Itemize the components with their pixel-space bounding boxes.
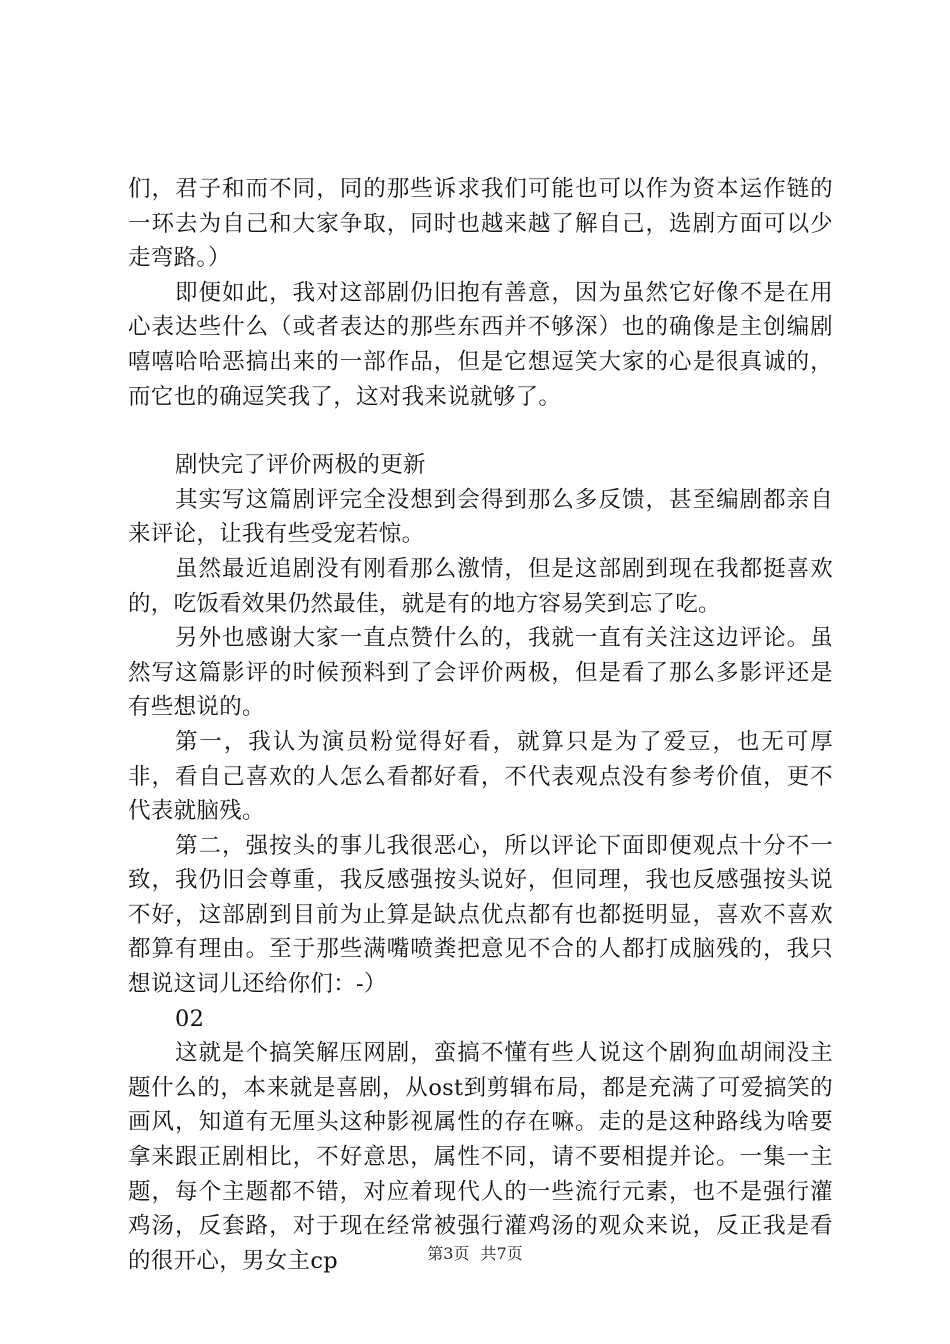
section-heading-update: 剧快完了评价两极的更新 bbox=[175, 452, 426, 479]
paragraph-point-two: 第二，强按头的事儿我很恶心，所以评论下面即便观点十分不一致，我仍旧会尊重，我反感强按头说好，但同理，我也反感强按头说不好，这部剧到目前为止算是缺点优点都有也都挺明显，喜欢不喜欢都算有理由。至于那些满嘴喷粪把意见不合的人都打成脑残的，我只想说这词儿还给你们：-） bbox=[128, 832, 833, 998]
paragraph-point-one: 第一，我认为演员粉觉得好看，就算只是为了爱豆，也无可厚非，看自己喜欢的人怎么看都好看，不代表观点没有参考价值，更不代表就脑残。 bbox=[128, 728, 833, 825]
paragraph-thanks: 另外也感谢大家一直点赞什么的，我就一直有关注这边评论。虽然写这篇影评的时候预料到了会评价两极，但是看了那么多影评还是有些想说的。 bbox=[128, 625, 833, 721]
paragraph-continuation: 们，君子和而不同，同的那些诉求我们可能也可以作为资本运作链的一环去为自己和大家争取，同时也越来越了解自己，选剧方面可以少走弯路。） bbox=[128, 176, 833, 272]
document-body bbox=[128, 172, 833, 1278]
section-number-02: 02 bbox=[175, 1005, 205, 1032]
paragraph-comedy: 这就是个搞笑解压网剧，蛮搞不懂有些人说这个剧狗血胡闹没主题什么的，本来就是喜剧，从ost到剪辑布局，都是充满了可爱搞笑的画风，知道有无厘头这种影视属性的存在嘛。走的是这种路线为啥要拿来跟正剧相比，不好意思，属性不同，请不要相提并论。一集一主题，每个主题都不错，对应着现代人的一些流行元素，也不是强行灌鸡汤，反套路，对于现在经常被强行灌鸡汤的观众来说，反正我是看的很开心，男女主cp bbox=[128, 1040, 833, 1274]
page-number: 第3页 bbox=[427, 1244, 470, 1263]
page-total: 共7页 bbox=[480, 1244, 523, 1263]
paragraph-feedback: 其实写这篇剧评完全没想到会得到那么多反馈，甚至编剧都亲自来评论，让我有些受宠若惊。 bbox=[128, 486, 833, 548]
paragraph-goodwill: 即便如此，我对这部剧仍旧抱有善意，因为虽然它好像不是在用心表达些什么（或者表达的那些东西并不够深）也的确像是主创编剧嘻嘻哈哈恶搞出来的一部作品，但是它想逗笑大家的心是很真诚的，而它也的确逗笑我了，这对我来说就够了。 bbox=[128, 279, 833, 410]
page-footer bbox=[0, 1244, 950, 1264]
paragraph-still-like: 虽然最近追剧没有刚看那么激情，但是这部剧到现在我都挺喜欢的，吃饭看效果仍然最佳，就是有的地方容易笑到忘了吃。 bbox=[128, 555, 833, 617]
